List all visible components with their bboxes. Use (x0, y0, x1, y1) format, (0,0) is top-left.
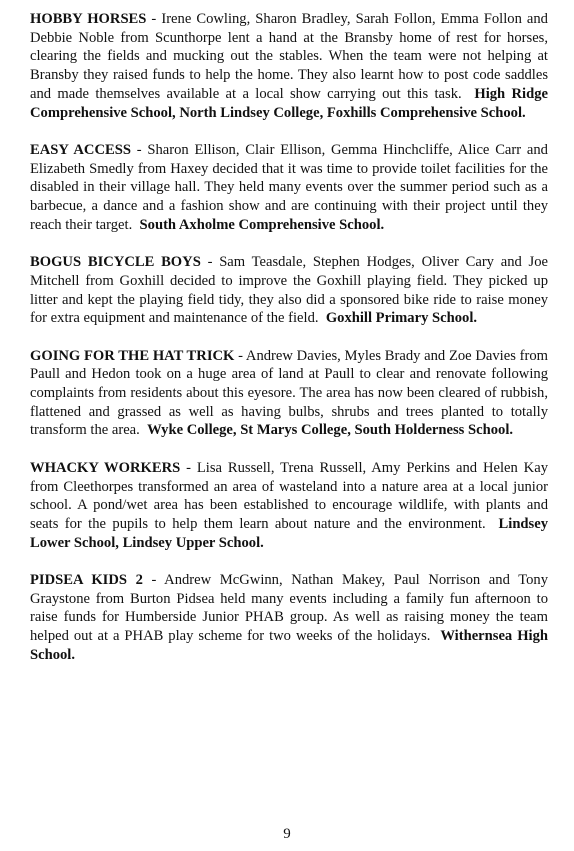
entry-pidsea-kids-2 (30, 571, 548, 665)
title-separator: - (142, 572, 165, 589)
title-separator: - (234, 347, 246, 364)
title-separator: - (200, 254, 220, 271)
entry-bogus-bicycle-boys (30, 253, 548, 328)
entry-schools: Withernsea High School. (30, 628, 549, 663)
title-separator: - (180, 459, 197, 476)
entry-going-for-the-hat-trick (30, 347, 548, 441)
entry-body: Andrew McGwinn, Nathan Makey, Paul Norrison and Tony Graystone from Burton Pidsea held many events including a family fun afternoon to raise funds for Humberside Junior PHAB group. As well as raising money the team helped out at a PHAB play scheme for two weeks of the holidays. (30, 572, 548, 645)
entry-schools: Lindsey Lower School, Lindsey Upper School. (30, 515, 549, 551)
entry-body: Irene Cowling, Sharon Bradley, Sarah Follon, Emma Follon and Debbie Noble from Scunthorpe lent a hand at the Bransby home of rest for horses, clearing the fields and mucking out the stables. When the team were not helping at Bransby they raised funds to help the home. They also learnt how to post code saddles and made themselves available at a local show carrying out this task. (30, 11, 548, 102)
entry-schools: Wyke College, St Marys College, South Holderness School. (147, 422, 514, 439)
entry-easy-access (30, 141, 548, 235)
entry-schools: Goxhill Primary School. (325, 310, 478, 327)
entry-title: PIDSEA KIDS 2 (30, 572, 143, 589)
entry-body: Andrew Davies, Myles Brady and Zoe Davies from Paull and Hedon took on a huge area of land at Paull to clear and renovate following complaints from residents about this eyesore. The area has now been cleared of rubbish, flattened and grassed as well as having bulbs, shrubs and trees planted to totally transform the area. (30, 347, 548, 439)
page-number: 9 (283, 826, 291, 842)
entry-body: Lisa Russell, Trena Russell, Amy Perkins and Helen Kay from Cleethorpes transformed an area of wasteland into a nature area at a local junior school. A pond/wet area has been established to encourage wildlife, with plants and seats for the pupils to help them learn about nature and the environment. (30, 459, 548, 532)
document-page (30, 10, 548, 683)
entry-body: Sam Teasdale, Stephen Hodges, Oliver Cary and Joe Mitchell from Goxhill decided to improve the Goxhill playing field. They picked up litter and kept the playing field tidy, they also did a sponsored bike ride to raise money for extra equipment and maintenance of the field. (30, 254, 548, 327)
entry-schools: South Axholme Comprehensive School. (139, 216, 385, 233)
entry-schools: High Ridge Comprehensive School, North Lindsey College, Foxhills Comprehensive School. (30, 85, 549, 121)
entry-whacky-workers (30, 459, 548, 553)
entry-hobby-horses (30, 10, 548, 122)
entry-body: Sharon Ellison, Clair Ellison, Gemma Hinchcliffe, Alice Carr and Elizabeth Smedly from Haxey decided that it was time to provide toilet facilities for the disabled in their village hall. They held many events over the summer period such as a barbecue, a dance and a fashion show and are continuing with their project until they reach their target. (30, 141, 548, 233)
title-separator: - (146, 11, 162, 27)
entry-title: WHACKY WORKERS (30, 459, 181, 476)
entry-title: GOING FOR THE HAT TRICK (30, 347, 235, 364)
entry-title: BOGUS BICYCLE BOYS (30, 254, 201, 271)
entry-title: EASY ACCESS (30, 141, 131, 158)
title-separator: - (130, 141, 148, 158)
entry-title: HOBBY HORSES (30, 11, 147, 27)
